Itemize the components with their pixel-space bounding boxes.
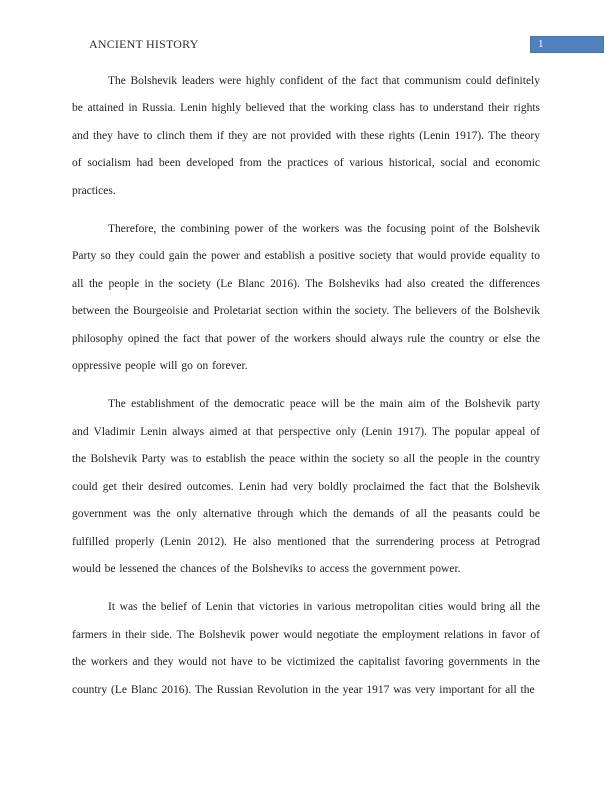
page-header [89, 36, 604, 54]
page-number-badge: 1 [530, 36, 604, 53]
paragraph-3: The establishment of the democratic peace will be the main aim of the Bolshevik party and Vladimir Lenin always aimed at that perspective only (Lenin 1917). The popular appeal of the Bolshevik Party was to establish the peace within the society so all the people in the country could get their desired outcomes. Lenin had very boldly proclaimed the fact that the Bolshevik government was the only alternative through which the demands of all the peasants could be fulfilled properly (Lenin 2012). He also mentioned that the surrendering process at Petrograd would be lessened the chances of the Bolsheviks to access the government power. [72, 398, 540, 575]
paragraph-1: The Bolshevik leaders were highly confident of the fact that communism could definitely be attained in Russia. Lenin highly believed that the working class has to understand their rights and they have to clinch them if they are not provided with these rights (Lenin 1917). The theory of socialism had been developed from the practices of various historical, social and economic practices. [72, 75, 540, 197]
document-body [72, 68, 540, 715]
paragraph-4: It was the belief of Lenin that victories in various metropolitan cities would bring all the farmers in their side. The Bolshevik power would negotiate the employment relations in favor of the workers and they would not have to be victimized the capitalist favoring governments in the country (Le Blanc 2016). The Russian Revolution in the year 1917 was very important for all the [72, 601, 540, 696]
paragraph-2: Therefore, the combining power of the workers was the focusing point of the Bolshevik Party so they could gain the power and establish a positive society that would provide equality to all the people in the society (Le Blanc 2016). The Bolsheviks had also created the differences between the Bourgeoisie and Proletariat section within the society. The believers of the Bolshevik philosophy opined the fact that power of the workers should always rule the country or else the oppressive people will go on forever. [72, 223, 540, 373]
header-title: ANCIENT HISTORY [89, 37, 199, 51]
